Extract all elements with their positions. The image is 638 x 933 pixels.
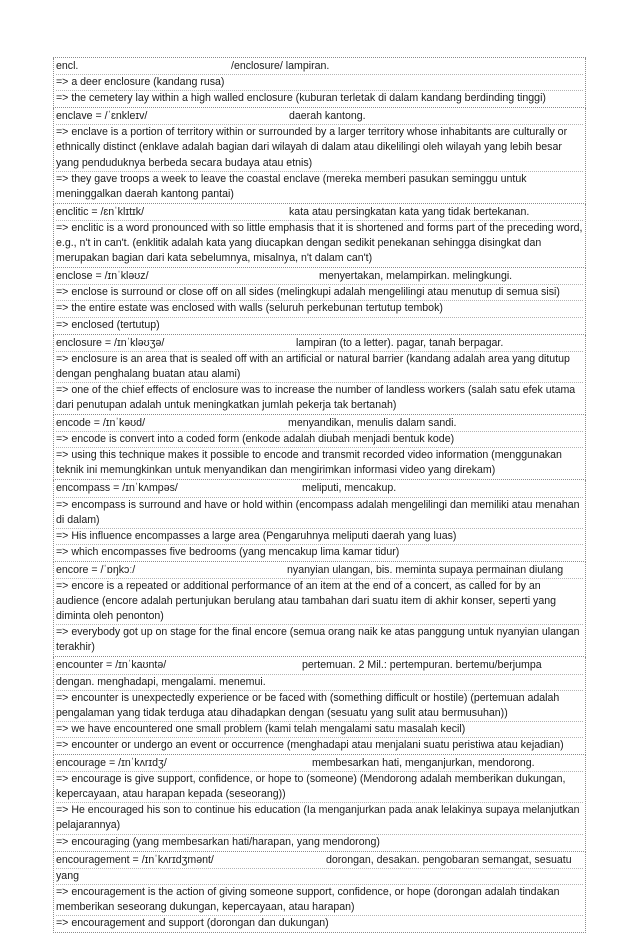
entry-headword-line [56, 481, 583, 497]
entry-meaning: kata atau persingkatan kata yang tidak bertekanan. [289, 205, 530, 218]
entry-example-line: => encouraging (yang membesarkan hati/harapan, yang mendorong) [56, 835, 380, 848]
entry-term: encounter = /ɪnˈkaʊntə/ [56, 659, 167, 672]
entry-meaning: meliputi, mencakup. [302, 482, 397, 495]
entry-example-line: => a deer enclosure (kandang rusa) [56, 75, 583, 91]
entry-example-line: => encouragement and support (dorongan dan dukungan) [56, 916, 329, 929]
entry-example-line: dengan. menghadapi, mengalami. menemui. [56, 675, 583, 691]
entry-term: encode = /ɪnˈkəʊd/ [56, 417, 146, 430]
entry-meaning: nyanyian ulangan, bis. meminta supaya permainan diulang [287, 563, 564, 576]
entry-example-line: => the cemetery lay within a high walled enclosure (kuburan terletak di dalam kandang berdinding tinggi) [56, 92, 546, 105]
dictionary-entry [53, 204, 586, 268]
entry-example-line: => encounter is unexpectedly experience or be faced with (something difficult or hostile) (pertemuan adalah pengalaman yang tidak terduga atau dihadapkan dengan (sesuatu yang sulit atau bermusuhan)) [56, 691, 583, 722]
entry-term: encouragement = /ɪnˈkʌrɪdʒmənt/ [56, 853, 214, 866]
entry-term: encourage = /ɪnˈkʌrɪdʒ/ [56, 757, 167, 770]
entry-term: enclave = /ˈɛnkleɪv/ [56, 110, 148, 123]
dictionary-entry [53, 562, 586, 658]
entry-term: encompass = /ɪnˈkʌmpəs/ [56, 482, 178, 495]
dictionary-sheet [53, 57, 586, 933]
entry-headword-line [56, 336, 583, 352]
dictionary-entry [53, 657, 586, 755]
entry-example-line: => using this technique makes it possible to encode and transmit recorded video information (menggunakan teknik ini memungkinkan untuk menyandikan dan mengirimkan informasi video yang direkam) [56, 449, 562, 477]
dictionary-entry [53, 108, 586, 204]
entry-headword-line [56, 853, 583, 869]
entry-headword-line [56, 756, 583, 772]
entry-term: enclitic = /ɛnˈklɪtɪk/ [56, 205, 145, 218]
dictionary-entry [53, 415, 586, 480]
entry-meaning: daerah kantong. [289, 110, 366, 123]
dictionary-entry [53, 58, 586, 108]
entry-headword-line [56, 563, 583, 579]
dictionary-entry [53, 852, 586, 933]
entry-example-line: => encourage is give support, confidence, or hope to (someone) (Mendorong adalah memberikan dukungan, kepercayaan, atau harapan kepada (seseorang)) [56, 772, 583, 803]
entry-headword-line [56, 109, 583, 125]
entry-term: enclosure = /ɪnˈkləʊʒə/ [56, 336, 165, 349]
entry-example-line: => they gave troops a week to leave the coastal enclave (mereka memberi pasukan seminggu untuk meninggalkan daerah kantong pantai) [56, 172, 527, 200]
entry-example-line: => the entire estate was enclosed with walls (seluruh perkebunan tertutup tembok) [56, 301, 583, 317]
entry-meaning: menyandikan, menulis dalam sandi. [288, 417, 457, 430]
entry-term: enclose = /ɪnˈkləʊz/ [56, 270, 149, 283]
entry-example-line: => encounter or undergo an event or occurrence (menghadapi atau menjalani suatu peristiwa atau kejadian) [56, 738, 564, 751]
entry-meaning: lampiran (to a letter). pagar, tanah berpagar. [296, 336, 504, 349]
entry-term: encl. [56, 60, 79, 72]
entry-example-line: => enclitic is a word pronounced with so little emphasis that it is shortened and forms part of the preceding word, e.g., n't in can't. (enklitik adalah kata yang diucapkan dengan sedikit penekanan sehingga disingkat dan merupakan bagian dari kata sebelumnya, misalnya, n't dalam can't) [56, 221, 583, 265]
entry-headword-line [56, 416, 583, 432]
entry-example-line: => we have encountered one small problem (kami telah mengalami satu masalah kecil) [56, 722, 583, 738]
entry-example-line: => enclosed (tertutup) [56, 318, 160, 331]
entry-meaning: /enclosure/ lampiran. [231, 60, 330, 72]
dictionary-entry [53, 268, 586, 334]
entry-headword-line [56, 658, 583, 674]
entry-example-line: => He encouraged his son to continue his education (Ia menganjurkan pada anak lelakinya supaya melanjutkan pelajarannya) [56, 803, 583, 834]
entry-example-line: => enclose is surround or close off on all sides (melingkupi adalah mengelilingi atau menutup di semua sisi) [56, 285, 583, 301]
entry-meaning: pertemuan. 2 Mil.: pertempuran. bertemu/berjumpa [302, 659, 542, 672]
entry-example-line: => everybody got up on stage for the final encore (semua orang naik ke atas panggung untuk nyanyian ulangan terakhir) [56, 626, 580, 654]
entry-example-line: => enclave is a portion of territory within or surrounded by a larger territory whose inhabitants are culturally or ethnically distinct (enklave adalah bagian dari wilayah di dalam atau dikelilingi oleh wilayah yang lebih besar yang penduduknya berbeda secara budaya atau etnis) [56, 125, 583, 171]
dictionary-entry [53, 335, 586, 415]
entry-example-line: => encore is a repeated or additional performance of an item at the end of a concert, as called for by an audience (encore adalah pertunjukan berulang atau tambahan dari suatu item di akhir konser, seperti yang diminta oleh penonton) [56, 579, 583, 625]
entry-meaning: dorongan, desakan. pengobaran semangat, sesuatu [326, 853, 572, 866]
dictionary-entry [53, 480, 586, 561]
entry-term: encore = /ˈɒŋkɔː/ [56, 563, 136, 576]
entry-meaning: membesarkan hati, menganjurkan, mendorong. [312, 757, 535, 770]
entry-example-line: => which encompasses five bedrooms (yang mencakup lima kamar tidur) [56, 545, 400, 558]
entry-example-line: => encouragement is the action of giving someone support, confidence, or hope (dorongan adalah tindakan memberikan seseorang dukungan, kepercayaan, atau harapan) [56, 885, 583, 916]
entry-example-line: => enclosure is an area that is sealed off with an artificial or natural barrier (kandang adalah area yang ditutup dengan penghalang buatan atau alami) [56, 352, 583, 383]
entry-headword-line [56, 59, 583, 75]
entry-headword-line [56, 205, 583, 221]
entry-example-line: => encompass is surround and have or hold within (encompass adalah mengelilingi dan memiliki atau menahan di dalam) [56, 498, 583, 529]
dictionary-entry [53, 755, 586, 852]
entry-example-line: => one of the chief effects of enclosure was to increase the number of landless workers (salah satu efek utama dari penutupan adalah untuk meningkatkan jumlah pekerja tak bertanah) [56, 383, 576, 411]
entry-example-line: => His influence encompasses a large area (Pengaruhnya meliputi daerah yang luas) [56, 529, 583, 545]
entry-example-line: yang [56, 869, 583, 885]
entry-example-line: => encode is convert into a coded form (enkode adalah diubah menjadi bentuk kode) [56, 432, 583, 448]
entry-meaning: menyertakan, melampirkan. melingkungi. [319, 270, 513, 283]
entry-headword-line [56, 269, 583, 285]
